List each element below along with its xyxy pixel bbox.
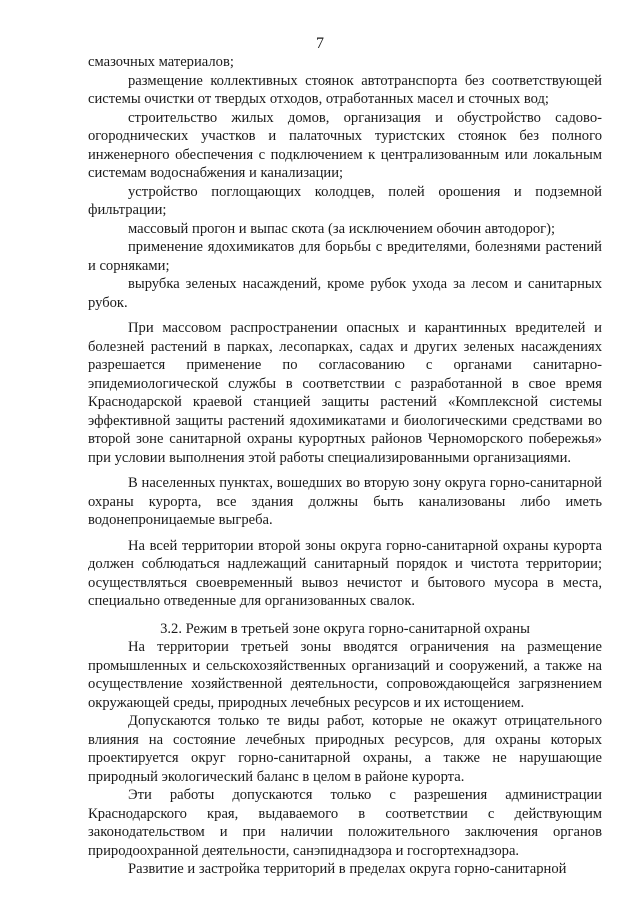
list-item-construction: строительство жилых домов, организация и обустройство садово-огороднических участков и палаточных туристских стоянок без полного инженерного обеспечения с подключением к централизованным или локальным системам водоснабжения и канализации; [88, 109, 602, 181]
section-heading: 3.2. Режим в третьей зоне округа горно-санитарной охраны [160, 620, 530, 637]
page-number: 7 [316, 35, 324, 52]
paragraph-sanitary-order: На всей территории второй зоны округа горно-санитарной охраны курорта должен соблюдаться надлежащий санитарный порядок и чистота территории; осуществляться своевременный вывоз нечистот и бытового мусора в места, специально отведенные для организованных свалок. [88, 537, 602, 609]
paragraph-restrictions: На территории третьей зоны вводятся ограничения на размещение промышленных и сельскохозяйственных организаций и сооружений, а также на осуществление хозяйственной деятельности, сопровождающейся загрязнением окружающей среды, природных лечебных ресурсов и их истощением. [88, 639, 602, 711]
document-body [88, 53, 602, 879]
list-item-parking: размещение коллективных стоянок автотранспорта без соответствующей системы очистки от твердых отходов, отработанных масел и сточных вод; [88, 72, 602, 107]
paragraph-allowed-works: Допускаются только те виды работ, которые не окажут отрицательного влияния на состояние лечебных природных ресурсов, для охраны которых проектируется округ горно-санитарной охраны, а также не нарушающие природный экологический баланс в целом в районе курорта. [88, 713, 602, 785]
paragraph-continuation: смазочных материалов; [88, 54, 234, 70]
paragraph-settlements: В населенных пунктах, вошедших во вторую зону округа горно-санитарной охраны курорта, все здания должны быть канализованы либо иметь водонепроницаемые выгреба. [88, 475, 602, 528]
list-item-wells: устройство поглощающих колодцев, полей орошения и подземной фильтрации; [88, 183, 602, 218]
list-item-livestock: массовый прогон и выпас скота (за исключением обочин автодорог); [128, 220, 556, 237]
paragraph-development: Развитие и застройка территорий в пределах округа горно-санитарной [128, 861, 567, 877]
list-item-tree-felling: вырубка зеленых насаждений, кроме рубок ухода за лесом и санитарных рубок. [88, 276, 602, 311]
paragraph-permission: Эти работы допускаются только с разрешения администрации Краснодарского края, выдаваемого в соответствии с действующим законодательством и при наличии положительного заключения органов природоохранной деятельности, санэпиднадзора и госгортехнадзора. [88, 787, 602, 859]
list-item-pesticides: применение ядохимикатов для борьбы с вредителями, болезнями растений и сорняками; [88, 239, 602, 274]
paragraph-pest-control: При массовом распространении опасных и карантинных вредителей и болезней растений в парках, лесопарках, садах и других зеленых насаждениях разрешается применение по согласованию с органами санитарно-эпидемиологической службы в соответствии с разработанной в свое время Краснодарской краевой станцией защиты растений «Комплексной системы эффективной защиты растений ядохимикатами и биологическими средствами во второй зоне санитарной охраны курортных районов Черноморского побережья» при условии выполнения этой работы специализированными организациями. [88, 320, 602, 466]
